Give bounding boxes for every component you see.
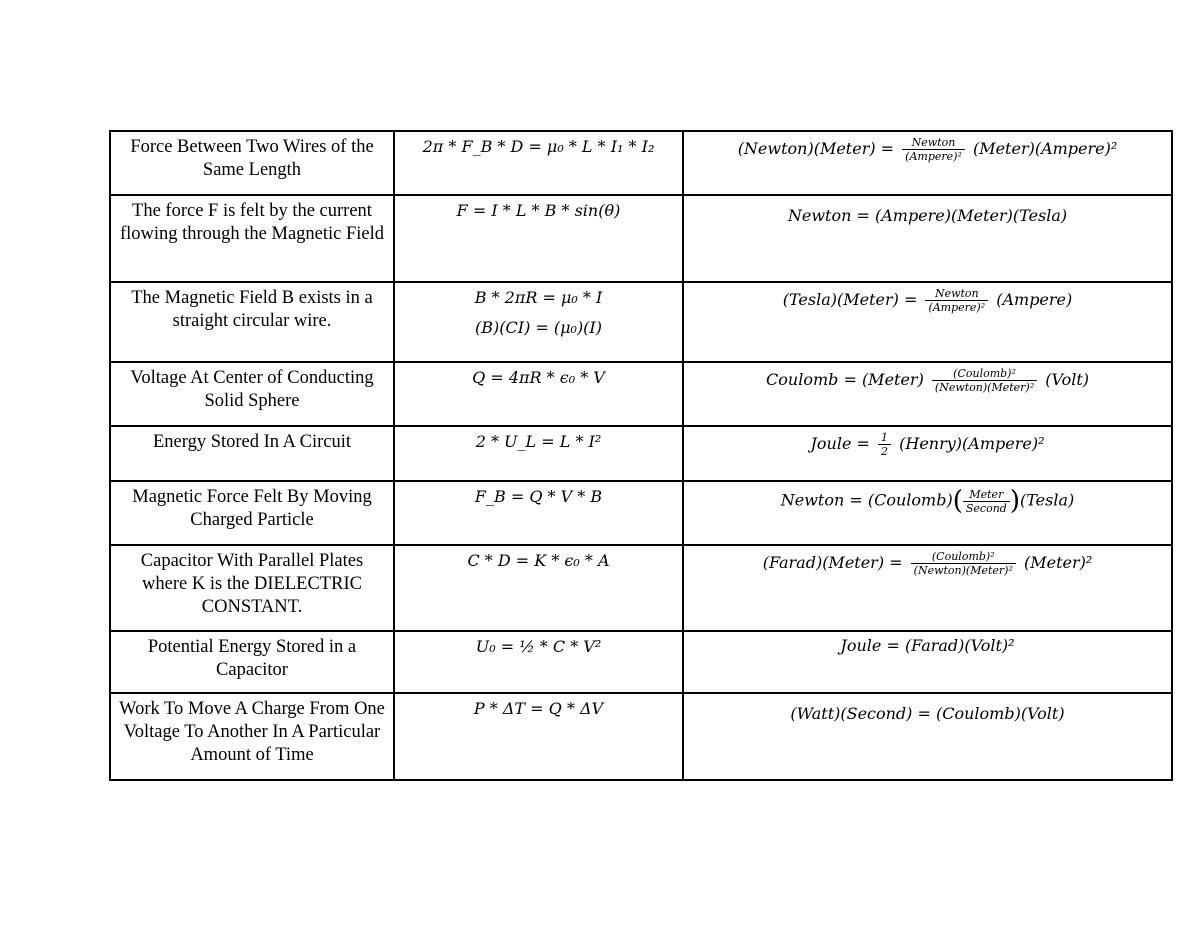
units-cell (683, 693, 1172, 780)
close-paren-glyph: ) (1009, 486, 1020, 516)
units-fraction (932, 367, 1037, 394)
fraction-denominator: (Ampere)² (928, 301, 986, 314)
table-row (110, 195, 1172, 282)
units-right: (Meter)² (1023, 553, 1093, 572)
equation-cell (394, 481, 683, 545)
fraction-numerator: Newton (902, 136, 965, 150)
equation-line: C * D = K * ϵ₀ * A (467, 551, 610, 570)
units-cell (683, 282, 1172, 362)
equation-line: F_B = Q * V * B (474, 487, 603, 506)
units-fraction (911, 550, 1016, 577)
units-fraction (963, 488, 1010, 515)
units-fraction (925, 287, 988, 314)
table-row (110, 631, 1172, 693)
equation-cell (394, 195, 683, 282)
fraction-numerator: 1 (878, 431, 891, 445)
description-cell: The Magnetic Field B exists in a straight circular wire. (110, 282, 394, 362)
equation-line: U₀ = ½ * C * V² (475, 637, 602, 656)
units-cell (683, 131, 1172, 195)
fraction-numerator: (Coulomb)² (932, 367, 1037, 381)
equation-line: F = I * L * B * sin(θ) (456, 201, 621, 220)
fraction-numerator: Meter (963, 488, 1010, 502)
fraction-denominator: 2 (881, 445, 889, 458)
equation-line: P * ΔT = Q * ΔV (473, 699, 604, 718)
fraction-denominator: (Newton)(Meter)² (913, 564, 1013, 577)
units-cell (683, 362, 1172, 426)
units-cell (683, 481, 1172, 545)
table-row (110, 362, 1172, 426)
fraction-denominator: Second (965, 501, 1007, 515)
table-row (110, 545, 1172, 631)
description-cell: Work To Move A Charge From One Voltage To Another In A Particular Amount of Time (110, 693, 394, 780)
equation-cell (394, 362, 683, 426)
equation-line: 2 * U_L = L * I² (475, 432, 602, 451)
units-fraction (902, 136, 965, 163)
units-cell (683, 195, 1172, 282)
table-row (110, 693, 1172, 780)
units-left: (Tesla)(Meter) = (782, 290, 918, 309)
description-cell: Energy Stored In A Circuit (110, 426, 394, 481)
description-cell: Force Between Two Wires of the Same Length (110, 131, 394, 195)
equation-cell (394, 693, 683, 780)
units-cell (683, 426, 1172, 481)
description-cell: The force F is felt by the current flowing through the Magnetic Field (110, 195, 394, 282)
equation-cell (394, 545, 683, 631)
table-row (110, 481, 1172, 545)
table-row (110, 131, 1172, 195)
units-left: (Newton)(Meter) = (737, 139, 895, 158)
units-left: Joule = (810, 434, 870, 453)
fraction-numerator: (Coulomb)² (911, 550, 1016, 564)
table-row (110, 282, 1172, 362)
units-left: Newton = (Ampere)(Meter)(Tesla) (787, 206, 1068, 225)
equation-line: (B)(CI) = (μ₀)(I) (475, 318, 602, 337)
equation-cell (394, 131, 683, 195)
units-cell (683, 545, 1172, 631)
units-left: Coulomb = (Meter) (766, 370, 924, 389)
fraction-denominator: (Newton)(Meter)² (934, 381, 1035, 394)
units-left: (Watt)(Second) = (Coulomb)(Volt) (790, 704, 1065, 723)
fraction-numerator: Newton (925, 287, 988, 301)
description-cell: Voltage At Center of Conducting Solid Sphere (110, 362, 394, 426)
table-row (110, 426, 1172, 481)
units-right: (Ampere) (996, 290, 1073, 309)
equation-cell (394, 631, 683, 693)
equation-line: 2π * F_B * D = μ₀ * L * I₁ * I₂ (422, 137, 655, 156)
physics-formula-table (109, 130, 1173, 781)
units-right: (Henry)(Ampere)² (899, 434, 1045, 453)
units-right: (Tesla) (1019, 490, 1075, 510)
units-cell (683, 631, 1172, 693)
equation-cell (394, 282, 683, 362)
units-left: Newton = (Coulomb) (780, 490, 953, 510)
open-paren-glyph: ( (952, 486, 963, 516)
equation-line: B * 2πR = μ₀ * I (474, 288, 603, 307)
units-right: (Meter)(Ampere)² (972, 139, 1118, 158)
units-left: Joule = (Farad)(Volt)² (840, 636, 1015, 655)
units-right: (Volt) (1045, 370, 1089, 389)
equation-cell (394, 426, 683, 481)
description-cell: Capacitor With Parallel Plates where K is the DIELECTRIC CONSTANT. (110, 545, 394, 631)
equation-line: Q = 4πR * ϵ₀ * V (472, 368, 605, 387)
description-cell: Potential Energy Stored in a Capacitor (110, 631, 394, 693)
units-fraction (878, 431, 891, 458)
fraction-denominator: (Ampere)² (905, 150, 962, 163)
units-left: (Farad)(Meter) = (762, 553, 903, 572)
description-cell: Magnetic Force Felt By Moving Charged Particle (110, 481, 394, 545)
